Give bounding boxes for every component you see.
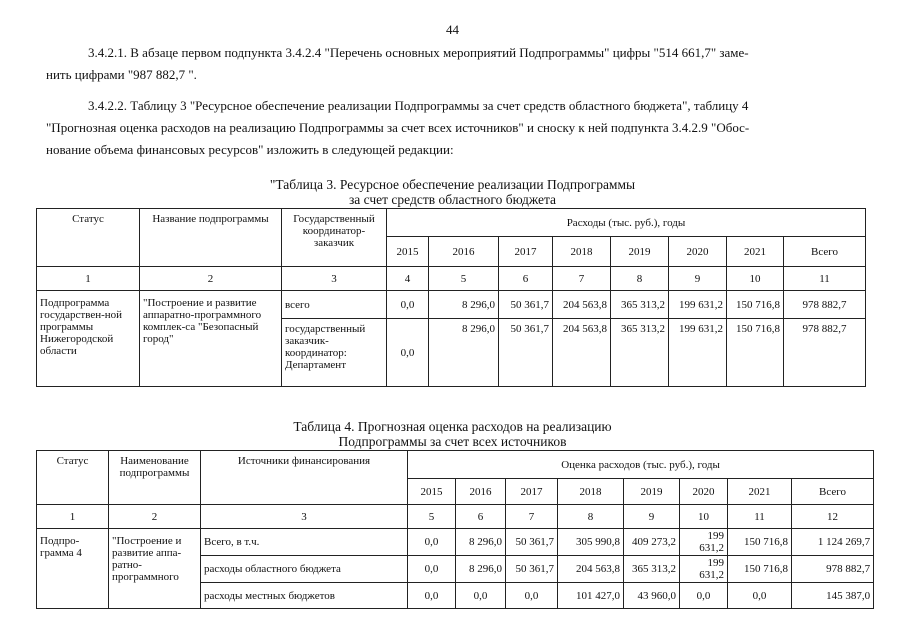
t4-source: расходы местных бюджетов: [201, 583, 408, 609]
t3-colnum: 7: [553, 267, 611, 291]
table-4-caption-line-2: Подпрограммы за счет всех источников: [338, 434, 567, 449]
t3-year-2017: 2017: [499, 237, 553, 267]
t4-value: 50 361,7: [506, 556, 558, 583]
table-row: [37, 529, 874, 556]
t4-header-estimate: Оценка расходов (тыс. руб.), годы: [408, 451, 874, 479]
t3-header-status: Статус: [37, 209, 140, 267]
t4-value: 150 716,8: [728, 529, 792, 556]
t4-value: 199 631,2: [680, 556, 728, 583]
t4-value: 150 716,8: [728, 556, 792, 583]
paragraph-1-line-2: нить цифрами "987 882,7 ".: [46, 67, 197, 82]
t3-colnum: 5: [429, 267, 499, 291]
t4-value: 0,0: [680, 583, 728, 609]
t3-header-name: Название подпрограммы: [140, 209, 282, 267]
paragraph-1: [46, 42, 860, 86]
paragraph-2-line-2: "Прогнозная оценка расходов на реализацию Подпрограммы за счет всех источников" и сноску к ней подпункта 3.4.2.9 "Обос-: [46, 120, 750, 135]
table-3-caption-line-2: за счет средств областного бюджета: [348, 192, 557, 207]
t3-colnum: 1: [37, 267, 140, 291]
t4-value: 101 427,0: [558, 583, 624, 609]
t3-year-2015: 2015: [387, 237, 429, 267]
t4-header-name: Наименование подпрограммы: [109, 451, 201, 505]
t4-year-total: Всего: [792, 479, 874, 505]
t3-value: 0,0: [387, 319, 429, 387]
t4-value: 0,0: [456, 583, 506, 609]
t3-header-expenses: Расходы (тыс. руб.), годы: [387, 209, 866, 237]
t4-value: 0,0: [408, 556, 456, 583]
t3-status-cell: Подпрограмма государствен-ной программы Нижегородской области: [37, 291, 140, 387]
paragraph-2-line-1: 3.4.2.2. Таблицу 3 "Ресурсное обеспечение реализации Подпрограммы за счет средств областного бюджета", таблицу 4: [88, 98, 749, 113]
t4-value: 978 882,7: [792, 556, 874, 583]
t4-year-2016: 2016: [456, 479, 506, 505]
t3-colnum: 3: [282, 267, 387, 291]
page-number: 44: [446, 22, 459, 37]
t4-value: 1 124 269,7: [792, 529, 874, 556]
t4-colnum: 7: [506, 505, 558, 529]
t4-value: 305 990,8: [558, 529, 624, 556]
t4-value: 0,0: [408, 583, 456, 609]
table-4-caption-line-1: Таблица 4. Прогнозная оценка расходов на реализацию: [293, 419, 612, 434]
t3-value: 365 313,2: [611, 319, 669, 387]
t4-value: 0,0: [506, 583, 558, 609]
t3-colnum: 11: [784, 267, 866, 291]
paragraph-2-line-3: нование объема финансовых ресурсов" изложить в следующей редакции:: [46, 142, 454, 157]
t4-status-cell: Подпро-грамма 4: [37, 529, 109, 609]
t4-value: 50 361,7: [506, 529, 558, 556]
t4-value: 0,0: [728, 583, 792, 609]
t3-value: 150 716,8: [727, 291, 784, 319]
t3-year-total: Всего: [784, 237, 866, 267]
t4-value: 8 296,0: [456, 556, 506, 583]
t4-colnum: 5: [408, 505, 456, 529]
t3-colnum: 8: [611, 267, 669, 291]
t4-value: 199 631,2: [680, 529, 728, 556]
t3-value: 50 361,7: [499, 291, 553, 319]
t3-value: 199 631,2: [669, 291, 727, 319]
t4-colnum: 6: [456, 505, 506, 529]
t3-source: всего: [282, 291, 387, 319]
table-row: [37, 291, 866, 319]
t4-year-2018: 2018: [558, 479, 624, 505]
t4-value: 43 960,0: [624, 583, 680, 609]
t4-source: расходы областного бюджета: [201, 556, 408, 583]
t3-year-2016: 2016: [429, 237, 499, 267]
t3-year-2020: 2020: [669, 237, 727, 267]
t3-year-2018: 2018: [553, 237, 611, 267]
t3-value: 8 296,0: [429, 291, 499, 319]
t4-year-2015: 2015: [408, 479, 456, 505]
t4-colnum: 3: [201, 505, 408, 529]
t3-year-2021: 2021: [727, 237, 784, 267]
t4-name-cell: "Построение и развитие аппа-ратно-программного: [109, 529, 201, 609]
t4-value: 145 387,0: [792, 583, 874, 609]
t4-colnum: 10: [680, 505, 728, 529]
t3-value: 978 882,7: [784, 319, 866, 387]
t4-colnum: 9: [624, 505, 680, 529]
t4-year-2019: 2019: [624, 479, 680, 505]
t4-value: 409 273,2: [624, 529, 680, 556]
t3-name-cell: "Построение и развитие аппаратно-программного комплек-са "Безопасный город": [140, 291, 282, 387]
table-3-caption-line-1: "Таблица 3. Ресурсное обеспечение реализации Подпрограммы: [269, 177, 636, 192]
paragraph-2: [46, 95, 860, 161]
t3-source: государственный заказчик-координатор: Департамент: [282, 319, 387, 387]
t3-value: 978 882,7: [784, 291, 866, 319]
t3-colnum: 10: [727, 267, 784, 291]
t4-colnum: 2: [109, 505, 201, 529]
t4-colnum: 11: [728, 505, 792, 529]
t3-colnum: 4: [387, 267, 429, 291]
t4-value: 204 563,8: [558, 556, 624, 583]
t3-value: 199 631,2: [669, 319, 727, 387]
t4-value: 0,0: [408, 529, 456, 556]
table-4: [36, 450, 874, 609]
t4-value: 8 296,0: [456, 529, 506, 556]
table-3: [36, 208, 866, 387]
t4-source: Всего, в т.ч.: [201, 529, 408, 556]
t4-header-status: Статус: [37, 451, 109, 505]
t4-colnum: 8: [558, 505, 624, 529]
t3-colnum: 6: [499, 267, 553, 291]
t4-year-2017: 2017: [506, 479, 558, 505]
t3-colnum: 9: [669, 267, 727, 291]
t3-colnum: 2: [140, 267, 282, 291]
t3-value: 50 361,7: [499, 319, 553, 387]
t3-value: 365 313,2: [611, 291, 669, 319]
t3-value: 204 563,8: [553, 291, 611, 319]
t3-year-2019: 2019: [611, 237, 669, 267]
t3-header-coordinator: Государственный координатор-заказчик: [282, 209, 387, 267]
t3-value: 204 563,8: [553, 319, 611, 387]
t4-colnum: 12: [792, 505, 874, 529]
t3-value: 0,0: [387, 291, 429, 319]
t4-header-sources: Источники финансирования: [201, 451, 408, 505]
t4-colnum: 1: [37, 505, 109, 529]
t3-value: 150 716,8: [727, 319, 784, 387]
t3-value: 8 296,0: [429, 319, 499, 387]
paragraph-1-line-1: 3.4.2.1. В абзаце первом подпункта 3.4.2.4 "Перечень основных мероприятий Подпрограммы" цифры "514 661,7" заме-: [88, 45, 749, 60]
t4-year-2020: 2020: [680, 479, 728, 505]
t4-year-2021: 2021: [728, 479, 792, 505]
t4-value: 365 313,2: [624, 556, 680, 583]
